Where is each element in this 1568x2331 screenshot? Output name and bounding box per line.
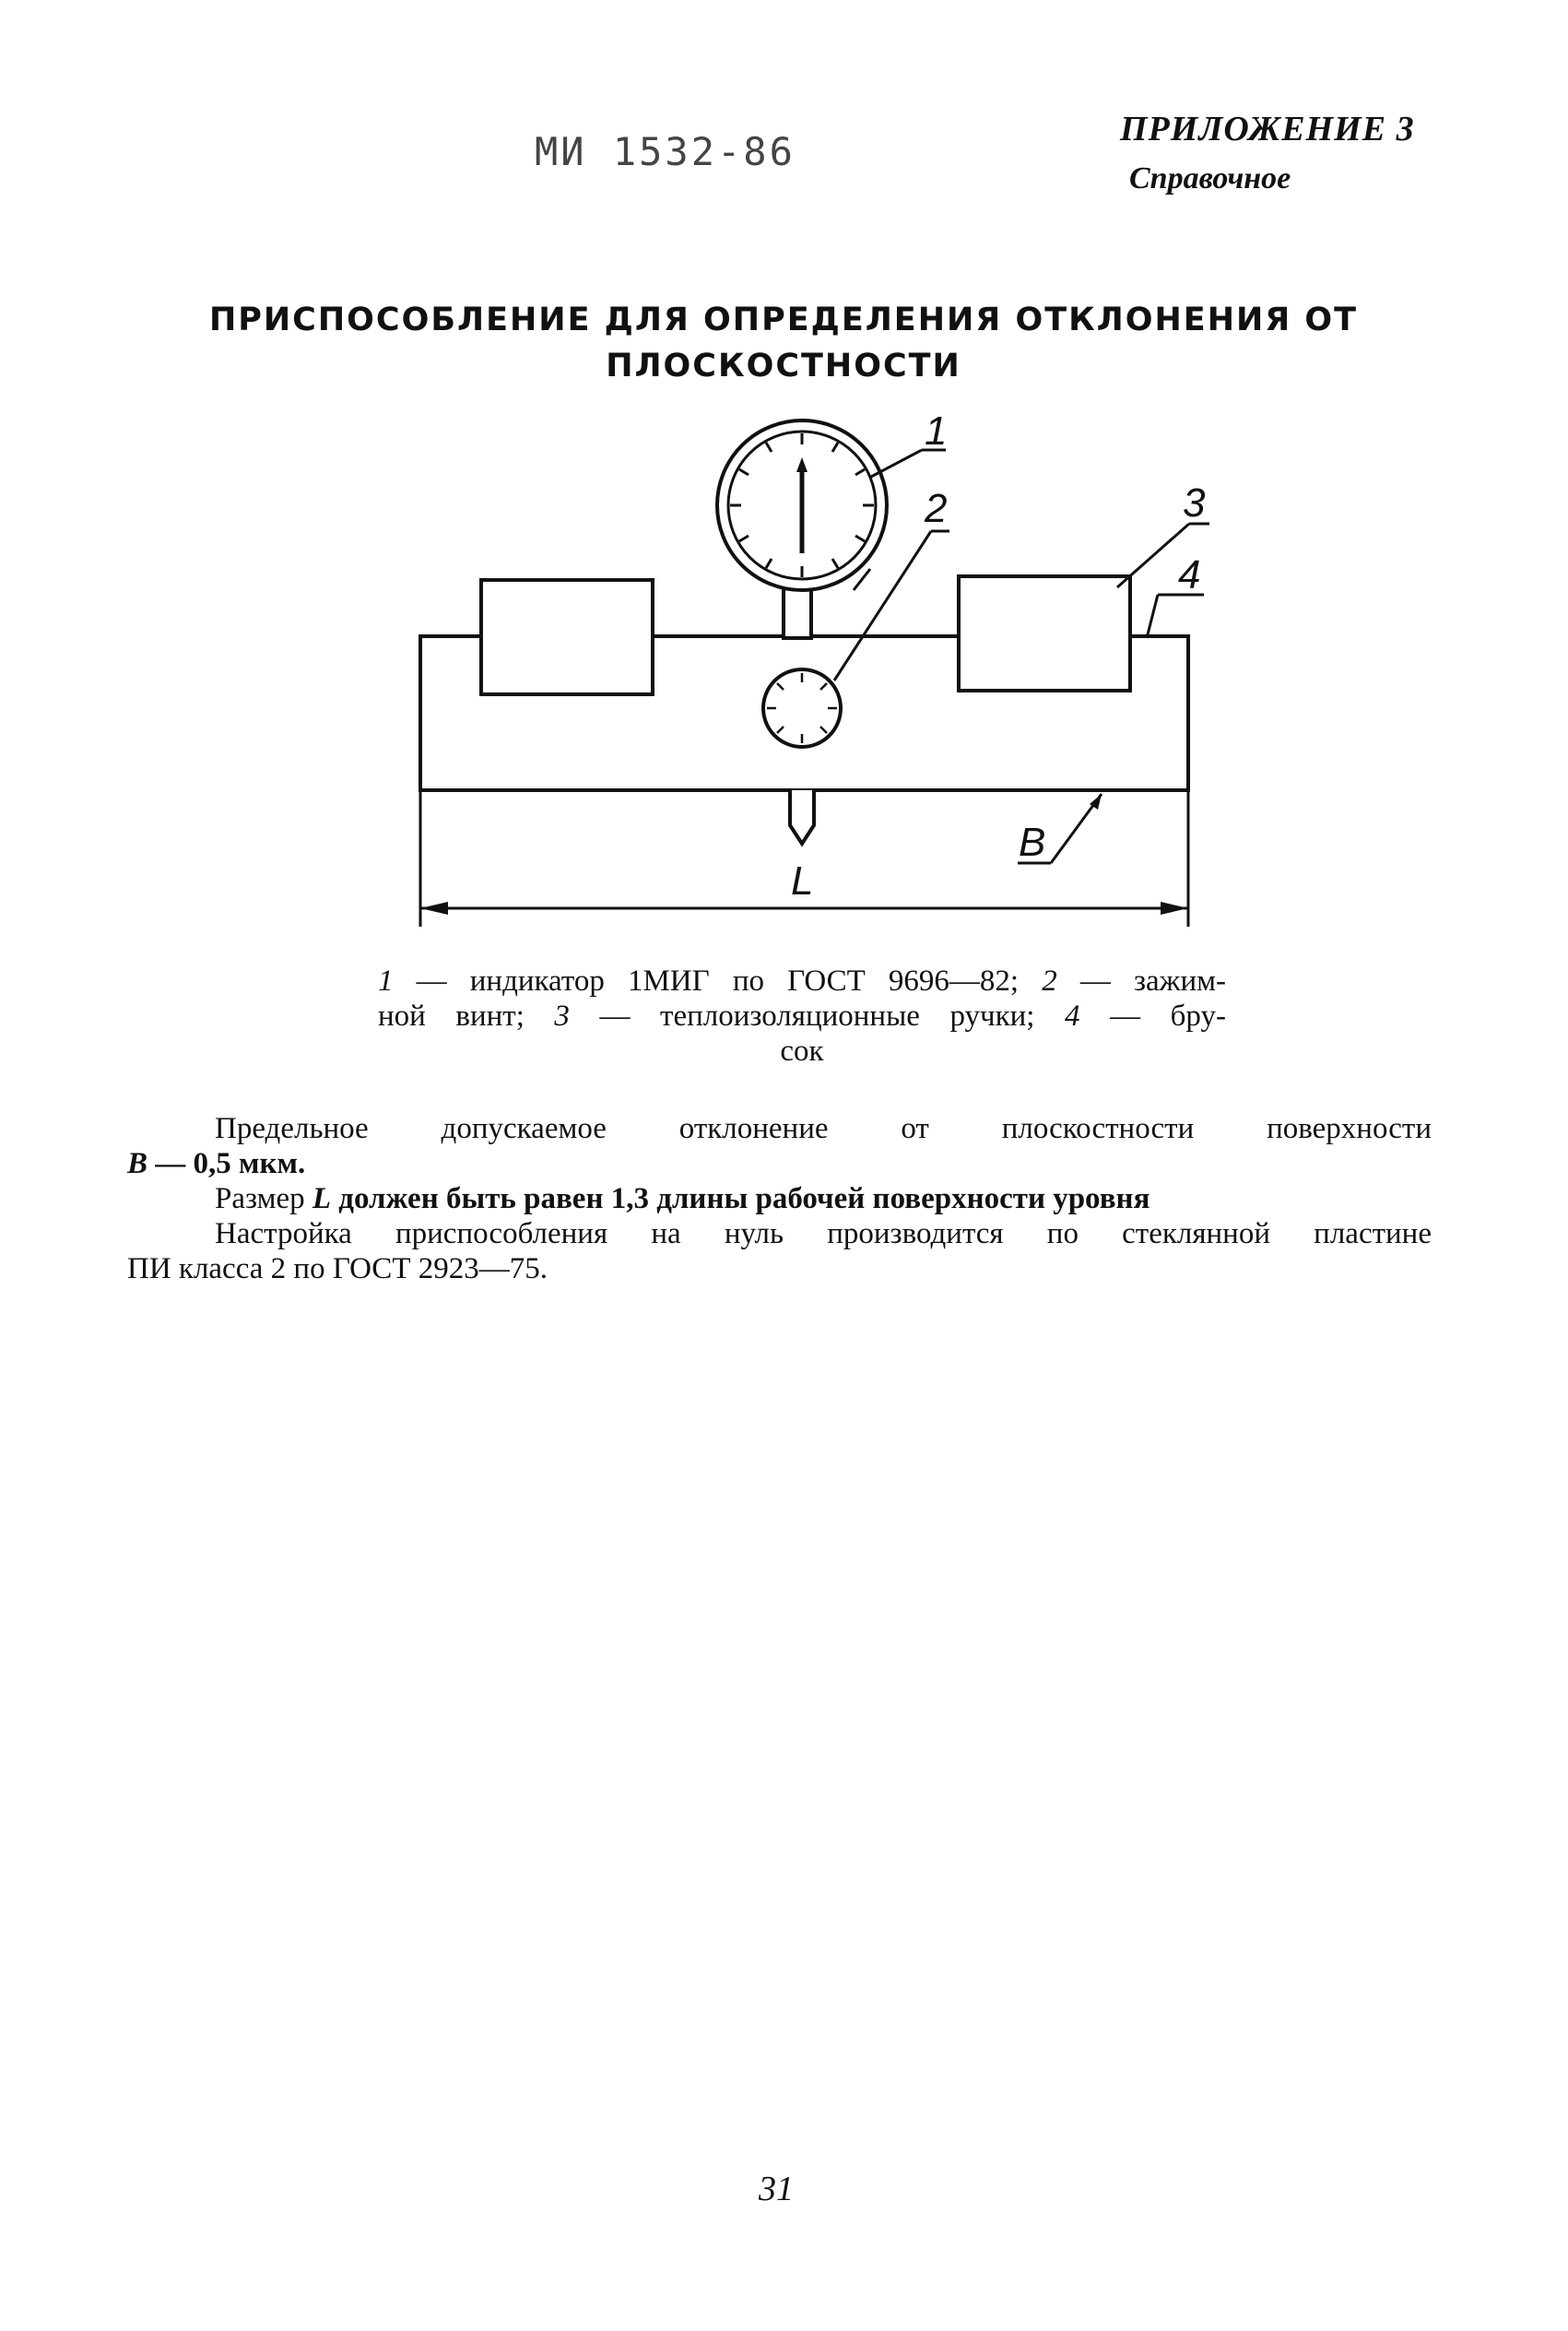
- paragraph-2-text-1: Размер: [215, 1182, 312, 1215]
- paragraph-1-line-1: Предельное допускаемое отклонение от плоскостности поверхности: [215, 1112, 1432, 1145]
- title-line-1: ПРИСПОСОБЛЕНИЕ ДЛЯ ОПРЕДЕЛЕНИЯ ОТКЛОНЕНИЯ ОТ: [208, 302, 1359, 338]
- document-code: МИ 1532-86: [535, 129, 796, 174]
- size-label-L: L: [312, 1182, 332, 1215]
- body-text: [127, 1111, 1432, 1286]
- paragraph-3-line-2: ПИ класса 2 по ГОСТ 2923—75.: [127, 1252, 548, 1285]
- title-line-2: ПЛОСКОСТНОСТИ: [606, 348, 961, 385]
- paragraph-3-line-1: Настройка приспособления на нуль производится по стеклянной пластине: [215, 1217, 1432, 1250]
- caption-line-3: сок: [780, 1035, 824, 1068]
- paragraph-2-text-2: должен быть равен 1,3 длины рабочей поверхности уровня: [331, 1182, 1150, 1215]
- caption-line-2: [378, 999, 1226, 1034]
- label-2: 2: [925, 486, 948, 531]
- caption-text-1: — индикатор 1МИГ по ГОСТ 9696—82;: [393, 964, 1043, 998]
- reference-label: Справочное: [1129, 161, 1291, 195]
- clamp-screw: [763, 669, 841, 747]
- paragraph-2: [127, 1181, 1432, 1216]
- indicator-dial: [717, 420, 887, 590]
- label-1: 1: [925, 408, 948, 454]
- caption-text-3: ной винт;: [378, 1000, 555, 1033]
- caption-text-4: — теплоизоляционные ручки;: [569, 1000, 1066, 1033]
- figure-caption: [378, 964, 1226, 1069]
- paragraph-1-line-2: [127, 1146, 1432, 1181]
- caption-ref-3: 3: [554, 1000, 570, 1033]
- right-handle: [959, 576, 1130, 691]
- page-number: 31: [759, 2170, 794, 2208]
- tolerance-value: — 0,5 мкм.: [147, 1147, 306, 1180]
- caption-ref-2: 2: [1042, 964, 1057, 998]
- caption-text-5: — бру-: [1079, 1000, 1226, 1033]
- probe-tip: [790, 790, 814, 844]
- surface-label-B: В: [127, 1147, 148, 1180]
- label-3: 3: [1183, 480, 1206, 526]
- caption-line-1: [378, 964, 1226, 999]
- label-4: 4: [1178, 552, 1201, 598]
- fixture-diagram: [0, 0, 1568, 959]
- left-handle: [481, 580, 653, 694]
- caption-ref-4: 4: [1065, 1000, 1080, 1033]
- caption-ref-1: 1: [378, 964, 394, 998]
- caption-text-2: — зажим-: [1056, 964, 1227, 998]
- label-B: В: [1019, 820, 1046, 865]
- label-L: L: [791, 858, 814, 904]
- indicator-stem: [784, 588, 811, 638]
- appendix-label: ПРИЛОЖЕНИЕ 3: [1120, 110, 1415, 148]
